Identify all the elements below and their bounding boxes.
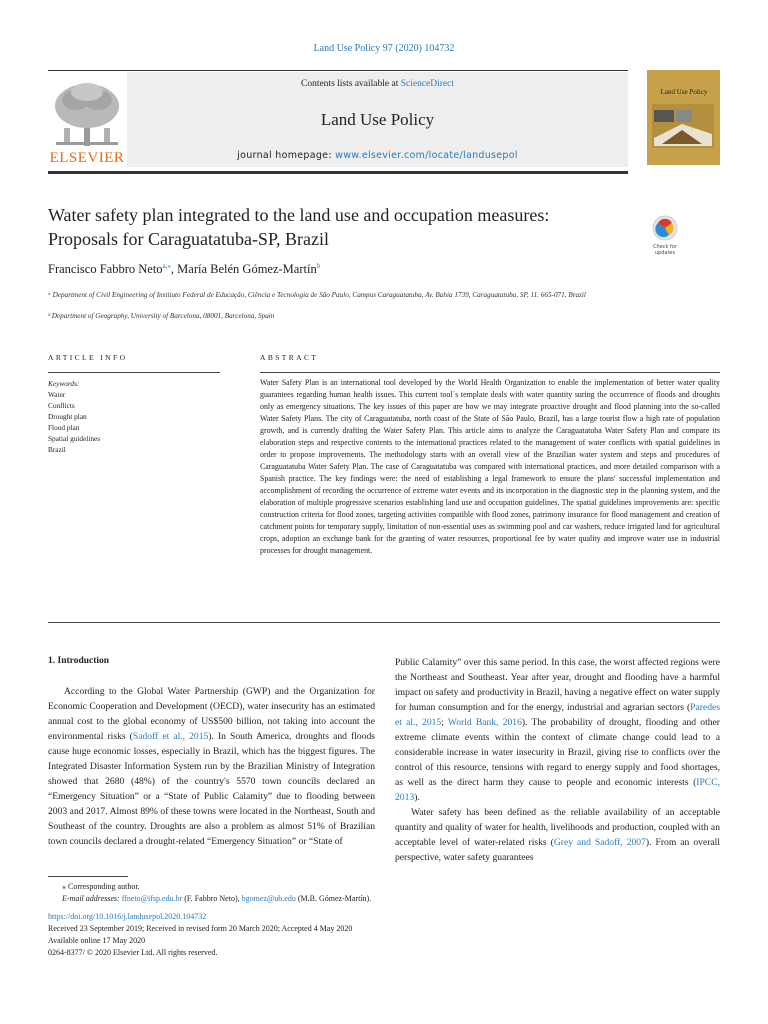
email-owner: (M.B. Gómez-Martín). <box>295 894 372 903</box>
doi-link[interactable]: https://doi.org/10.1016/j.landusepol.2020.104732 <box>48 912 207 921</box>
body-text: ). From an overall perspective, water safety guarantees <box>395 837 720 863</box>
available-online-date: Available online 17 May 2020 <box>48 936 146 945</box>
abstract-bottom-rule <box>48 622 720 623</box>
email-label: E-mail addresses: <box>62 894 122 903</box>
article-title-line-2: Proposals for Caraguatatuba-SP, Brazil <box>48 229 329 249</box>
author-separator: , <box>170 262 178 277</box>
body-paragraph <box>395 805 720 865</box>
body-text: ). <box>414 792 420 803</box>
author-affiliation-marker[interactable]: a,⁎ <box>162 262 171 270</box>
author-name[interactable]: Francisco Fabbro Neto <box>48 262 163 277</box>
citation-link[interactable]: World Bank, 2016 <box>447 717 522 728</box>
citation-link[interactable]: Grey and Sadoff, 2007 <box>553 837 646 848</box>
header-rule-top <box>48 70 628 71</box>
homepage-link[interactable]: www.elsevier.com/locate/landusepol <box>335 150 518 161</box>
body-text: Water safety has been defined as the reliable availability of an acceptable quantity and quality of water for health, livelihoods and production, coupled with an acceptable level of water-related risks ( <box>395 807 720 848</box>
citation-link[interactable]: Sadoff et al., 2015 <box>132 731 209 742</box>
article-info-heading: ARTICLE INFO <box>48 353 128 362</box>
body-column-left <box>48 684 375 849</box>
body-text: ; <box>441 717 448 728</box>
footnotes <box>48 881 708 959</box>
keyword-item: Conflicts <box>48 401 75 410</box>
journal-homepage-line <box>127 150 628 161</box>
abstract-heading: ABSTRACT <box>260 353 319 362</box>
svg-text:updates: updates <box>654 250 676 256</box>
body-text: According to the Global Water Partnership (GWP) and the Organization for Economic Cooperation and Development (OECD), water insecurity has an estimated annual cost to the global economy of US$500 billion, not taking into account the environmental risks ( <box>48 686 375 742</box>
cover-title: Land Use Policy <box>660 88 708 96</box>
keyword-item: Brazil <box>48 445 66 454</box>
body-paragraph <box>395 655 720 805</box>
affiliation-b: ᵇ Department of Geography, University of Barcelona, 08001, Barcelona, Spain <box>48 312 275 320</box>
author-name[interactable]: María Belén Gómez-Martín <box>177 262 317 277</box>
body-text: ). The probability of drought, flooding and other extreme climate events within the context of climate change could lead to a considerable increase in water insecurity in Brazil, giving rise to conflicts over the control of this resource, tensions with regard to energy supply and food shortages, as well as the direct harm they cause to people and economic interests ( <box>395 717 720 788</box>
article-info-rule <box>48 372 220 373</box>
article-title <box>48 203 628 251</box>
citation-link[interactable]: Paredes et al., 2015 <box>395 702 720 728</box>
copyright-line: 0264-8377/ © 2020 Elsevier Ltd. All rights reserved. <box>48 948 218 957</box>
keywords-list <box>48 378 218 455</box>
email-link[interactable]: bgomez@ub.edu <box>241 894 296 903</box>
abstract-text: Water Safety Plan is an international tool developed by the World Health Organization to enable the implementation of better water quality guarantees regarding human health issues. This current tool´s template deals with water quantity suring the occurrence of floods and droughts only as emergency situations. The key issues of this paper are how we may integrate proactive drought and flood planning into the so-called Water Safety Plans. The city of Caraguatatuba, north coast of the State of São Paulo, Brazil, has a large tourist flow a high rate of population growth, and is currently drafting the Water Safety Plan. This article aims to analyze the Caraguatatuba Water Safety Plan and compare its elaboration steps and respective contents to the international practices related to the management of water conflicts with spatial guidelines in order to propose improvements. The methodology starts with an overall view of the Brazilian water system and steps and procedures of Caraguatatuba Water Safety Plan. The case of Caraguatatuba was compared with international practices, and more detailed comparison with a Spanish practice. The key findings were: the need of establishing a legal framework to ensure the plans' successful implementation and accomplishment of recording the occurrence of extreme water events and its incorporation in the diagnostic step in the planning system, and the elaboration of multiple progressive scenarios establishing land use and occupation guidelines. The spatial guidelines improvements are: specific construction criteria for flood zones, targeting activities compatible with flood zones, patrimony insurance for flood management and creation of catchment points for temporary supply, limitation of non-essential uses as swimming pool and car washers, reduce irrigated land for agricultural crops, adoption an exchange bank for the granting of water resources, proportional fee by water quality and improve water use in industrial processes for drought management. <box>260 378 720 555</box>
section-heading-introduction: 1. Introduction <box>48 656 110 666</box>
footnote-rule <box>48 876 128 877</box>
body-text: ). In South America, droughts and floods cause huge economic losses, especially in Brazil, which has the biggest figures. The Integrated Disaster Information System run by the Brazilian Ministry of Integration showed that 2680 (48%) of the country's 5570 town councils declared an “Emergency Situation” or a “State of Public Calamity” due to flooding between 2003 and 2017. Almost 89% of these towns were located in the Northeast, South and Southeast of the country. Droughts are also a problem as almost 51% of Brazilian town councils declared a drought-related “Emergency Situation” or “State of <box>48 731 375 847</box>
author-affiliation-marker[interactable]: b <box>316 262 321 270</box>
keyword-item: Spatial guidelines <box>48 434 101 443</box>
cover-artwork-icon <box>652 104 714 148</box>
received-dates: Received 23 September 2019; Received in revised form 20 March 2020; Accepted 4 May 2020 <box>48 924 353 933</box>
body-paragraph <box>48 684 375 849</box>
contents-available-line <box>127 79 628 89</box>
keywords-label: Keywords: <box>48 379 80 388</box>
author-list <box>48 262 320 277</box>
body-text: Public Calamity” over this same period. In this case, the worst affected regions were the Northeast and Southeast. Year after year, drought and flooding have a harmful impact on safety and productivity in Brazil, having a negative effect on water supply for human consumption and for the energy, industrial and agrarian sectors ( <box>395 657 720 713</box>
journal-citation-link[interactable]: Land Use Policy 97 (2020) 104732 <box>313 43 455 54</box>
keyword-item: Flood plan <box>48 423 80 432</box>
header-rule-bottom <box>48 171 628 174</box>
citation-link[interactable]: IPCC, 2013 <box>395 777 720 803</box>
abstract-rule <box>260 372 720 373</box>
email-addresses <box>48 893 708 905</box>
sciencedirect-link[interactable]: ScienceDirect <box>400 79 454 89</box>
email-owner: (F. Fabbro Neto), <box>182 894 242 903</box>
publisher-wordmark: ELSEVIER <box>49 150 125 166</box>
keyword-item: Water <box>48 390 66 399</box>
svg-text:Check for: Check for <box>653 244 677 250</box>
keyword-item: Drought plan <box>48 412 87 421</box>
email-link[interactable]: ffneto@ifsp.edu.br <box>121 894 183 903</box>
contents-prefix: Contents lists available at <box>300 79 401 89</box>
body-column-right <box>395 655 720 865</box>
journal-title: Land Use Policy <box>320 110 435 129</box>
homepage-prefix: journal homepage: <box>237 150 336 161</box>
affiliation-a: ᵃ Department of Civil Engineering of Instituto Federal de Educação, Ciência e Tecnologia de São Paulo, Campus Caraguatatuba, Av. Bahia 1739, Caraguatatuba, SP, 11. 665-071, Brazil <box>48 291 586 299</box>
check-for-updates-icon[interactable] <box>647 214 683 256</box>
corresponding-author-note: ⁎ Corresponding author. <box>62 882 140 891</box>
article-title-line-1: Water safety plan integrated to the land use and occupation measures: <box>48 205 550 225</box>
